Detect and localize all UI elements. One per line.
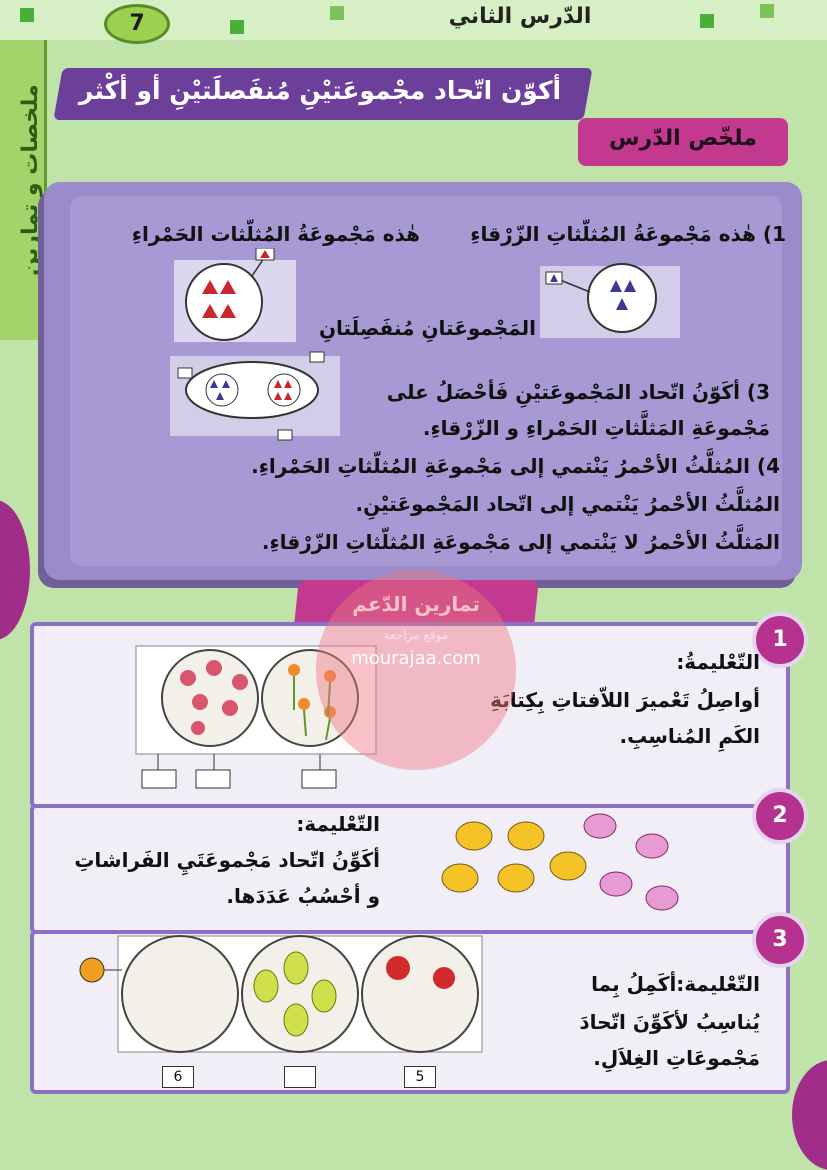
exercise-1-instruction-label: التّعْليمةُ:: [676, 650, 760, 674]
page-number: 7: [104, 4, 170, 44]
exercise-3-box-middle[interactable]: [284, 1066, 316, 1088]
exercise-2-line1: أكَوِّنُ اتّحاد مَجْموعَتَيِ الفَراشاتِ: [74, 848, 380, 872]
exercise-3-box-left[interactable]: 6: [162, 1066, 194, 1088]
watermark-text: mourajaa.com: [351, 648, 481, 669]
exercise-3-line1: يُناسِبُ لأكَوِّنَ اتّحادَ: [579, 1010, 760, 1034]
exercise-1-line2: الكَمِ المُناسِبِ.: [619, 724, 760, 748]
deco-square: [700, 14, 714, 28]
exercise-2-line2: و أحْسُبُ عَدَدَها.: [226, 884, 380, 908]
summary-point4-line3: المَثلَّثُ الأحْمرُ لا يَنْتمي إلى مَجْموعَةِ المُثلّثاتِ الزّرْقاءِ.: [261, 530, 780, 554]
exercise-3-fruit-sets: [76, 934, 486, 1054]
summary-blue-set-text: 1) هٰذه مَجْموعَةُ المُثلّثاتِ الزّرْقاءِ: [470, 222, 786, 246]
summary-tag-label: ملخّص الدّرس: [609, 126, 757, 151]
exercise-3-box-right[interactable]: 5: [404, 1066, 436, 1088]
exercise-2-instruction-label: التّعْليمة:: [296, 812, 380, 836]
watermark-sub: موقع مراجعة: [383, 628, 449, 642]
deco-square: [330, 6, 344, 20]
exercise-1-number: 1: [752, 612, 808, 668]
union-set: [170, 346, 340, 442]
exercise-2-number: 2: [752, 788, 808, 844]
blue-triangle-set: [540, 262, 680, 342]
side-tab-label: ملخصات و تمارين: [18, 84, 43, 276]
exercise-2-butterflies: [440, 806, 690, 922]
exercise-1-line1: أواصِلُ تَعْميرَ اللاّفتاتِ بِكِتابَةِ: [490, 688, 760, 712]
exercise-3-number: 3: [752, 912, 808, 968]
deco-circle: [792, 1060, 827, 1170]
exercise-3-instruction-label: التّعْليمة:أكَمِلُ بِما: [591, 972, 760, 996]
exercise-3-line2: مَجْموعَاتِ الغِلاَلِ.: [593, 1046, 760, 1070]
summary-point4-line2: المُثلَّثُ الأحْمرُ يَنْتمي إلى اتّحاد المَجْموعَتيْنِ.: [355, 492, 780, 516]
summary-point3-line1: 3) أكَوّنُ اتّحاد المَجْموعَتيْنِ فَأحْصَلُ على: [386, 380, 770, 404]
deco-square: [20, 8, 34, 22]
deco-square: [760, 4, 774, 18]
summary-red-set-text: هٰذه مَجْموعَةُ المُثلّثات الحَمْراءِ: [131, 222, 420, 246]
summary-point4-line1: 4) المُثلَّثُ الأحْمرُ يَنْتمي إلى مَجْموعَةِ المُثلّثاتِ الحَمْراءِ.: [251, 454, 780, 478]
page-title: أكوّن اتّحاد مجْموعَتيْنِ مُنفَصلَتيْنِ أو أكْثر: [78, 76, 562, 105]
summary-point3-line2: مَجْموعَةِ المَثلَّثاتِ الحَمْراءِ و الزّرْقاءِ.: [422, 416, 770, 440]
support-tag-label: تمارين الدّعم: [352, 592, 480, 616]
summary-disjoint-text: المَجْموعَتانِ مُنفَصِلَتانِ: [318, 316, 536, 340]
lesson-label: الدّرس الثاني: [448, 4, 592, 29]
deco-circle: [0, 500, 30, 640]
deco-square: [230, 20, 244, 34]
